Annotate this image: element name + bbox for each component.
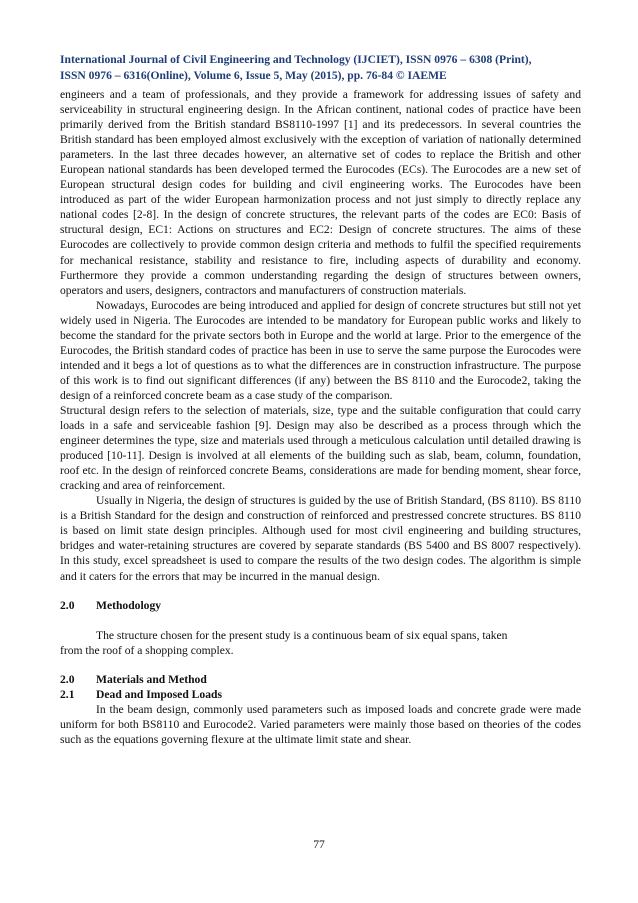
methodology-line-1: The structure chosen for the present study is a continuous beam of six equal spans, taken <box>96 628 508 642</box>
journal-header-line-1: International Journal of Civil Engineering and Technology (IJCIET), ISSN 0976 – 6308 (Print), <box>60 53 532 66</box>
section-title: Dead and Imposed Loads <box>96 687 222 701</box>
paragraph-beam-design: In the beam design, commonly used parameters such as imposed loads and concrete grade were made uniform for both BS8110 and Eurocode2. Varied parameters were mainly those based on theories of the codes such as the equations governing flexure at the ultimate limit state and shear. <box>60 702 581 746</box>
journal-header-line-2: ISSN 0976 – 6316(Online), Volume 6, Issue 5, May (2015), pp. 76-84 © IAEME <box>60 68 447 82</box>
paragraph-bs8110: Usually in Nigeria, the design of structures is guided by the use of British Standard, (BS 8110). BS 8110 is a British Standard for the design and construction of reinforced and prestressed concrete structures. BS 8110 is based on limit state design principles. Although used for most civil engineering and building structures, bridges and water-retaining structures are covered by separate standards (BS 5400 and BS 8007 respectively). In this study, excel spreadsheet is used to compare the results of the two design codes. The algorithm is simple and it caters for the errors that may be incurred in the manual design. <box>60 494 581 583</box>
section-number: 2.1 <box>60 687 75 701</box>
section-number: 2.0 <box>60 598 75 612</box>
section-title: Materials and Method <box>96 672 207 686</box>
methodology-line-2: from the roof of a shopping complex. <box>60 643 234 657</box>
paragraph-structural-design: Structural design refers to the selection of materials, size, type and the suitable configuration that could carry loads in a safe and serviceable fashion [9]. Design may also be described as a process through which the engineer determines the type, size and materials used through a meticulous calculation until detailed drawing is produced [10-11]. Design is involved at all elements of the building such as slab, beam, column, foundation, roof etc. In the design of reinforced concrete Beams, considerations are made for bending moment, shear force, cracking and area of reinforcement. <box>60 403 581 493</box>
section-number: 2.0 <box>60 672 75 686</box>
paragraph-methodology <box>60 628 581 658</box>
journal-header <box>60 52 581 83</box>
section-heading-methodology <box>60 598 581 613</box>
page-number: 77 <box>313 838 325 851</box>
subsection-heading-loads <box>60 687 581 702</box>
paragraph-codes-background: engineers and a team of professionals, and they provide a framework for addressing issues of safety and serviceability in structural engineering design. In the African continent, national codes of practice have been primarily derived from the British standard BS8110-1997 [1] and its predecessors. In several countries the British standard has been employed almost exclusively with the exception of variation of nationally determined parameters. In the last three decades however, an alternative set of codes to replace the British and other European national standards has been developed termed the Eurocodes (ECs). The Eurocodes are a new set of European structural design codes for building and civil engineering works. The Eurocodes have been introduced as part of the wider European harmonization process and not just simply to directly replace any national codes [2-8]. In the design of concrete structures, the relevant parts of the codes are EC0: Basis of structural design, EC1: Actions on structures and EC2: Design of concrete structures. The aims of these Eurocodes are collectively to provide common design criteria and methods to fulfil the specified requirements for mechanical resistance, stability and resistance to fire, including aspects of durability and economy. Furthermore they provide a common understanding regarding the design of structures between owners, operators and users, designers, contractors and manufacturers of construction materials. <box>60 88 581 297</box>
paragraph-eurocodes-nigeria: Nowadays, Eurocodes are being introduced and applied for design of concrete structures but still not yet widely used in Nigeria. The Eurocodes are intended to be mandatory for European public works and likely to become the standard for the private sectors both in Europe and the world at large. Prior to the emergence of the Eurocodes, the British standard codes of practice has been in use to serve the same purpose the Eurocodes were intended and it begs a lot of questions as to what the differences are in construction infrastructure. The purpose of this work is to find out significant differences (if any) between the BS 8110 and the Eurocode2, taking the design of a reinforced concrete beam as a case study of the comparison. <box>60 298 581 402</box>
section-title: Methodology <box>96 598 162 612</box>
section-heading-materials <box>60 672 581 687</box>
